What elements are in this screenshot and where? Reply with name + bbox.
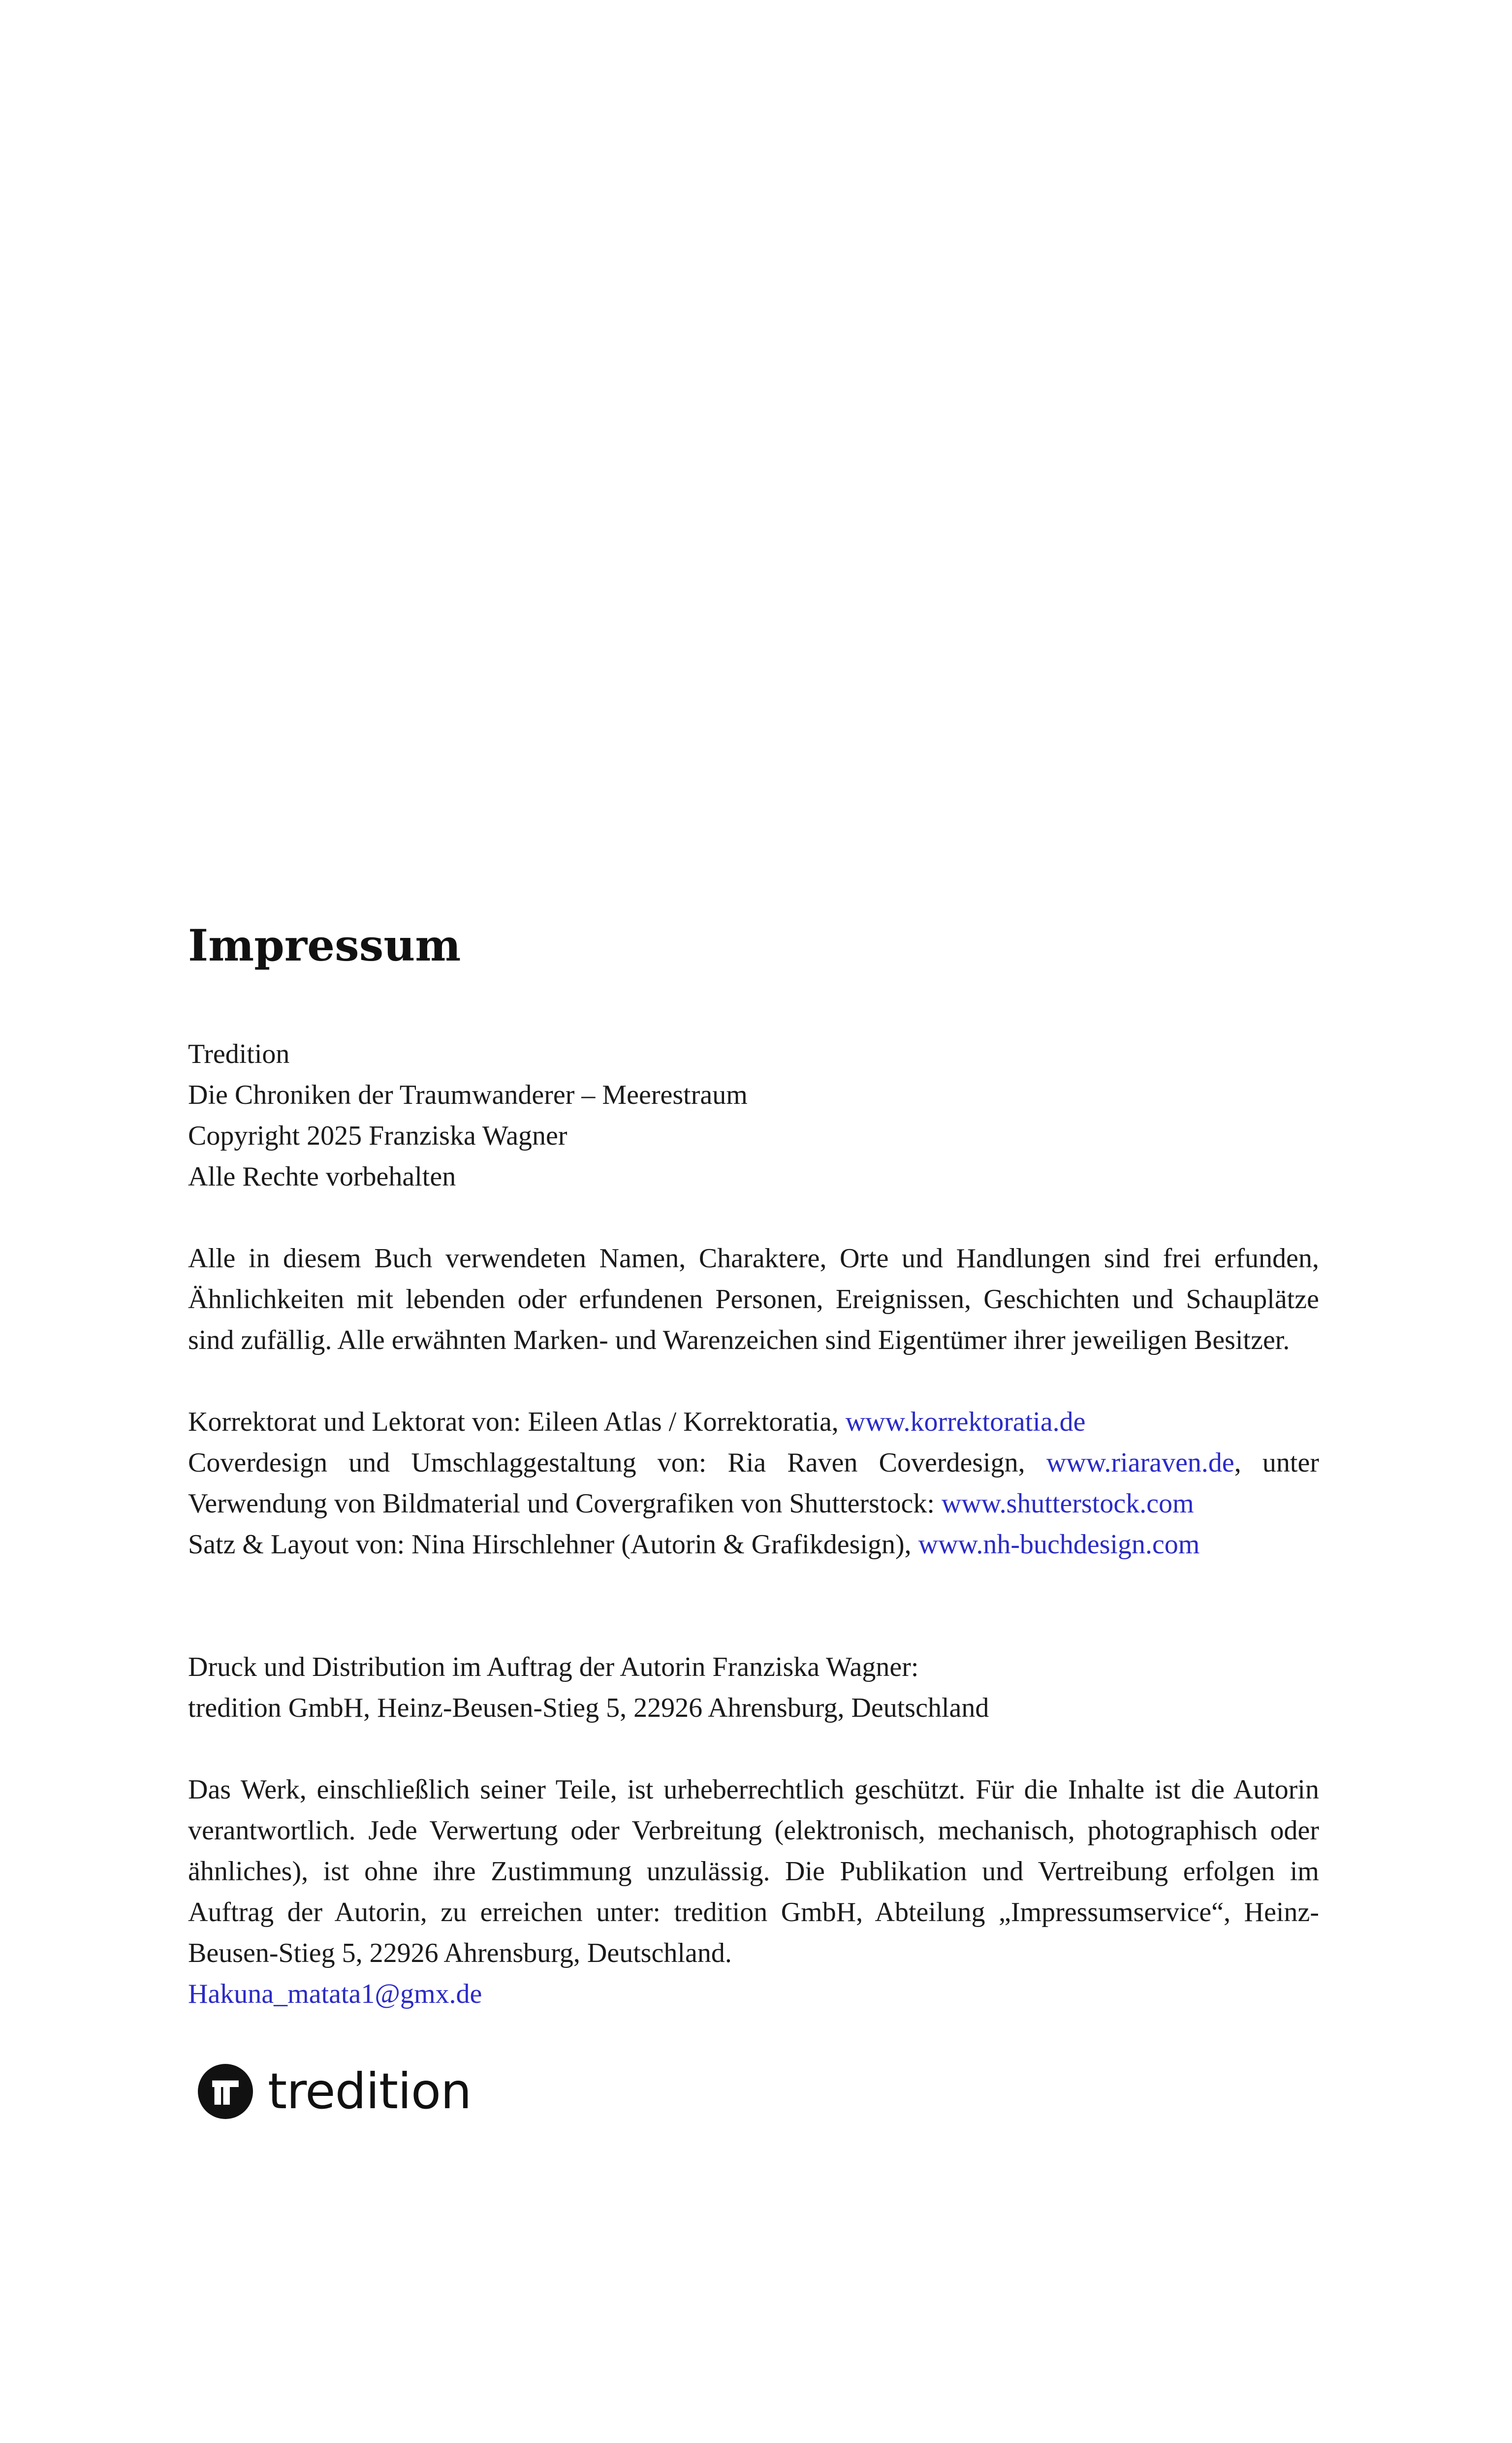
email-link[interactable]: Hakuna_matata1@gmx.de xyxy=(188,1979,482,2009)
print-line-1: Druck und Distribution im Auftrag der Autorin Franziska Wagner: xyxy=(188,1652,919,1682)
rights-line: Alle Rechte vorbehalten xyxy=(188,1161,456,1192)
shutterstock-link[interactable]: www.shutterstock.com xyxy=(941,1488,1194,1519)
nh-buchdesign-link[interactable]: www.nh-buchdesign.com xyxy=(918,1529,1200,1560)
print-line-2: tredition GmbH, Heinz-Beusen-Stieg 5, 22926 Ahrensburg, Deutschland xyxy=(188,1693,989,1723)
copyright-notice-paragraph: Das Werk, einschließlich seiner Teile, ist urheberrechtlich geschützt. Für die Inhalte ist die Autorin verantwortlich. Jede Verwertung oder Verbreitung (elektronisch, mechanisch, photographisch oder ähnliches), ist ohne ihre Zustimmung unzulässig. Die Publikation und Vertreibung erfolgen im Auftrag der Autorin, zu erreichen unter: tredition GmbH, Abteilung „Impressumservice“, Heinz-Beusen-Stieg 5, 22926 Ahrensburg, Deutschland. xyxy=(188,1774,1319,1968)
tredition-logo-text: tredition xyxy=(268,2062,472,2120)
cover-credit: Coverdesign und Umschlaggestaltung von: Ria Raven Coverdesign, www.riaraven.de, unter Verwendung von Bildmaterial und Covergrafiken von Shutterstock: www.shutterstock.com xyxy=(188,1447,1319,1519)
korrektoratia-link[interactable]: www.korrektoratia.de xyxy=(845,1407,1086,1437)
publisher-block xyxy=(188,1034,1319,1197)
korrektorat-credit: Korrektorat und Lektorat von: Eileen Atlas / Korrektoratia, www.korrektoratia.de xyxy=(188,1407,1086,1437)
layout-credit: Satz & Layout von: Nina Hirschlehner (Autorin & Grafikdesign), www.nh-buchdesign.com xyxy=(188,1529,1200,1560)
page-title: Impressum xyxy=(188,920,461,971)
credits-block xyxy=(188,1402,1319,1565)
riaraven-link[interactable]: www.riaraven.de xyxy=(1046,1447,1234,1478)
disclaimer-paragraph: Alle in diesem Buch verwendeten Namen, Charaktere, Orte und Handlungen sind frei erfunden, Ähnlichkeiten mit lebenden oder erfundenen Personen, Ereignissen, Geschichten und Schauplätze sind zufällig. Alle erwähnten Marken- und Warenzeichen sind Eigentümer ihrer jeweiligen Besitzer. xyxy=(188,1243,1319,1355)
copyright-line: Copyright 2025 Franziska Wagner xyxy=(188,1121,567,1151)
tredition-logo-icon xyxy=(198,2064,253,2119)
publisher-name: Tredition xyxy=(188,1039,290,1069)
impressum-content xyxy=(188,921,1319,2015)
book-title: Die Chroniken der Traumwanderer – Meerestraum xyxy=(188,1080,748,1110)
tredition-logo xyxy=(198,2062,471,2121)
print-block xyxy=(188,1647,1319,1729)
